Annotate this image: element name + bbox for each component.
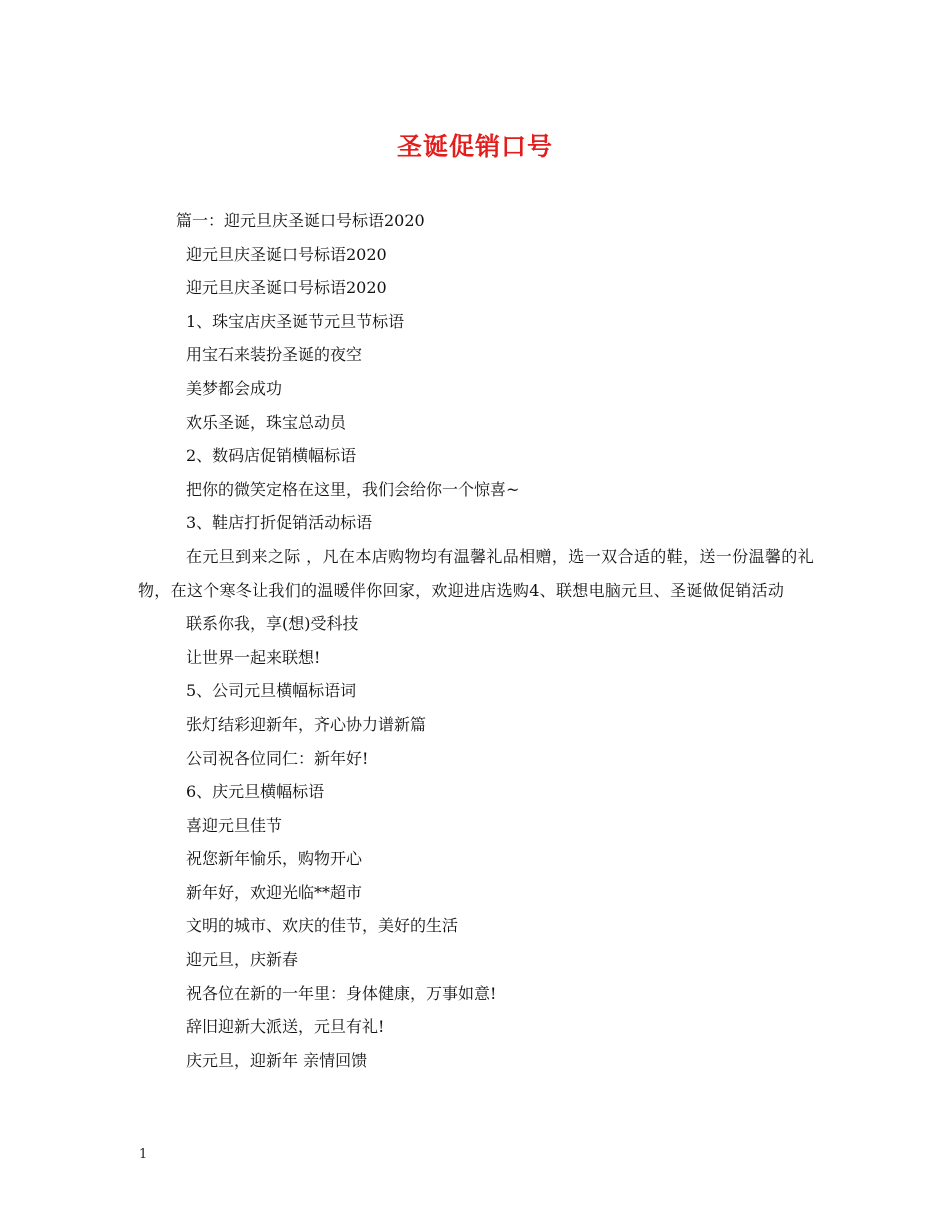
text-line: 1、珠宝店庆圣诞节元旦节标语 bbox=[186, 311, 405, 331]
text-line: 2、数码店促销横幅标语 bbox=[186, 446, 357, 466]
text-line: 迎元旦庆圣诞口号标语2020 bbox=[186, 244, 387, 264]
text-line: 6、庆元旦横幅标语 bbox=[186, 782, 325, 802]
document-title: 圣诞促销口号 bbox=[396, 132, 553, 161]
document-body bbox=[138, 204, 814, 1077]
text-line: 篇一：迎元旦庆圣诞口号标语2020 bbox=[176, 211, 425, 230]
text-line: 让世界一起来联想! bbox=[186, 647, 321, 667]
text-line: 公司祝各位同仁：新年好! bbox=[186, 748, 369, 768]
page-number: 1 bbox=[139, 1147, 148, 1162]
text-line: 把你的微笑定格在这里，我们会给你一个惊喜~ bbox=[186, 479, 520, 499]
text-line: 祝您新年愉乐，购物开心 bbox=[186, 849, 363, 869]
text-line: 喜迎元旦佳节 bbox=[186, 815, 283, 835]
text-line: 辞旧迎新大派送，元旦有礼! bbox=[186, 1017, 385, 1037]
text-line: 用宝石来装扮圣诞的夜空 bbox=[186, 345, 363, 365]
text-line: 迎元旦，庆新春 bbox=[186, 950, 299, 970]
text-line: 联系你我，享(想)受科技 bbox=[186, 614, 359, 634]
text-line: 迎元旦庆圣诞口号标语2020 bbox=[186, 278, 387, 298]
text-line: 美梦都会成功 bbox=[186, 378, 283, 398]
text-line: 5、公司元旦横幅标语词 bbox=[186, 681, 357, 701]
text-line: 庆元旦，迎新年 亲情回馈 bbox=[186, 1050, 368, 1070]
text-line: 欢乐圣诞，珠宝总动员 bbox=[186, 412, 347, 432]
text-paragraph: 在元旦到来之际 ，凡在本店购物均有温馨礼品相赠，选一双合适的鞋，送一份温馨的礼物，在这个寒冬让我们的温暖伴你回家，欢迎进店选购4、联想电脑元旦、圣诞做促销活动 bbox=[138, 546, 814, 600]
text-line: 新年好，欢迎光临**超市 bbox=[186, 882, 363, 902]
text-line: 祝各位在新的一年里：身体健康，万事如意! bbox=[186, 983, 497, 1003]
text-line: 文明的城市、欢庆的佳节，美好的生活 bbox=[186, 916, 459, 936]
text-line: 3、鞋店打折促销活动标语 bbox=[186, 513, 373, 533]
text-line: 张灯结彩迎新年，齐心协力谱新篇 bbox=[186, 714, 427, 734]
